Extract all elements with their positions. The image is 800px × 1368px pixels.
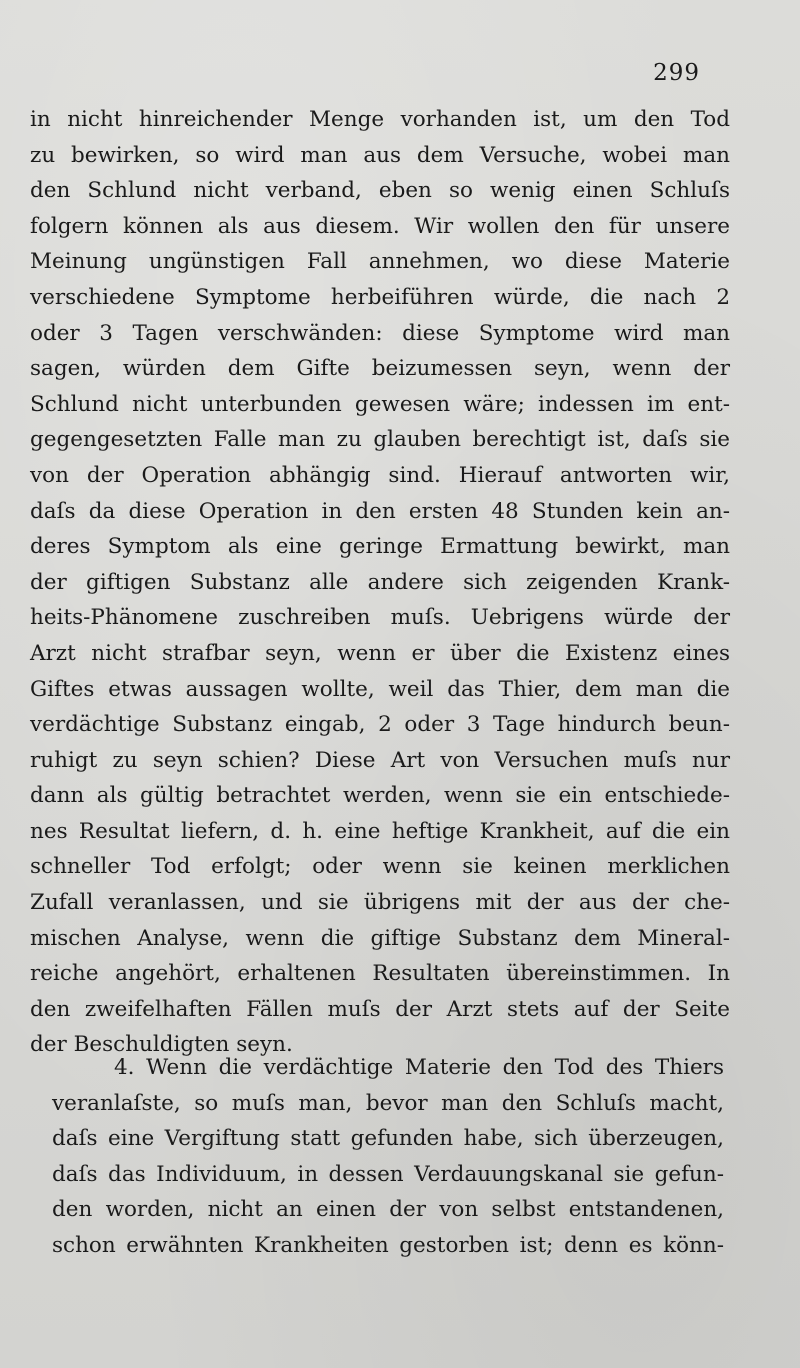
text-line: schneller Tod erfolgt; oder wenn sie keinen merklichen [30, 854, 730, 880]
text-line: heits-Phänomene zuschreiben muſs. Uebrigens würde der [30, 605, 730, 631]
text-line: schon erwähnten Krankheiten gestorben ist; denn es könn- [52, 1232, 724, 1258]
text-line: dann als gültig betrachtet werden, wenn sie ein entschiede- [30, 783, 730, 809]
text-line: daſs da diese Operation in den ersten 48 Stunden kein an- [30, 498, 730, 524]
text-line: der Beschuldigten seyn. [30, 1032, 293, 1058]
text-line: verschiedene Symptome herbeiführen würde, die nach 2 [30, 284, 730, 310]
text-line: deres Symptom als eine geringe Ermattung bewirkt, man [30, 534, 730, 560]
text-line: den zweifelhaften Fällen muſs der Arzt stets auf der Seite [30, 996, 730, 1022]
text-line: von der Operation abhängig sind. Hierauf antworten wir, [30, 462, 730, 488]
text-line: Meinung ungünstigen Fall annehmen, wo diese Materie [30, 249, 730, 275]
text-line: mischen Analyse, wenn die giftige Substanz dem Mineral- [30, 925, 730, 951]
text-line: reiche angehört, erhaltenen Resultaten übereinstimmen. In [30, 961, 730, 987]
text-line: gegengesetzten Falle man zu glauben berechtigt ist, daſs sie [30, 427, 730, 453]
text-line: ruhigt zu seyn schien? Diese Art von Versuchen muſs nur [30, 747, 730, 773]
text-line: oder 3 Tagen verschwänden: diese Symptome wird man [30, 320, 730, 346]
text-line: veranlaſste, so muſs man, bevor man den Schluſs macht, [52, 1090, 724, 1116]
paragraph-numbered-4 [52, 1050, 724, 1264]
text-line: den Schlund nicht verband, eben so wenig einen Schluſs [30, 178, 730, 204]
text-line: Giftes etwas aussagen wollte, weil das Thier, dem man die [30, 676, 730, 702]
text-line: verdächtige Substanz eingab, 2 oder 3 Tage hindurch beun- [30, 712, 730, 738]
text-line: daſs das Individuum, in dessen Verdauungskanal sie gefun- [52, 1161, 724, 1187]
text-line: Zufall veranlassen, und sie übrigens mit der aus der che- [30, 890, 730, 916]
text-line: in nicht hinreichender Menge vorhanden ist, um den Tod [30, 107, 730, 132]
text-line: den worden, nicht an einen der von selbst entstandenen, [52, 1197, 724, 1223]
text-line: Arzt nicht strafbar seyn, wenn er über die Existenz eines [30, 640, 730, 666]
page-number: 299 [653, 60, 700, 86]
text-line: Schlund nicht unterbunden gewesen wäre; indessen im ent- [30, 391, 730, 417]
text-line: daſs eine Vergiftung statt gefunden habe, sich überzeugen, [52, 1126, 724, 1152]
text-line: zu bewirken, so wird man aus dem Versuche, wobei man [30, 142, 730, 168]
text-line: 4. Wenn die verdächtige Materie den Tod des Thiers [114, 1055, 724, 1080]
text-line: der giftigen Substanz alle andere sich zeigenden Krank- [30, 569, 730, 595]
text-line: nes Resultat liefern, d. h. eine heftige Krankheit, auf die ein [30, 818, 730, 844]
text-line: sagen, würden dem Gifte beizumessen seyn, wenn der [30, 356, 730, 382]
text-line: folgern können als aus diesem. Wir wollen den für unsere [30, 213, 730, 239]
paragraph-continued [30, 102, 730, 1063]
